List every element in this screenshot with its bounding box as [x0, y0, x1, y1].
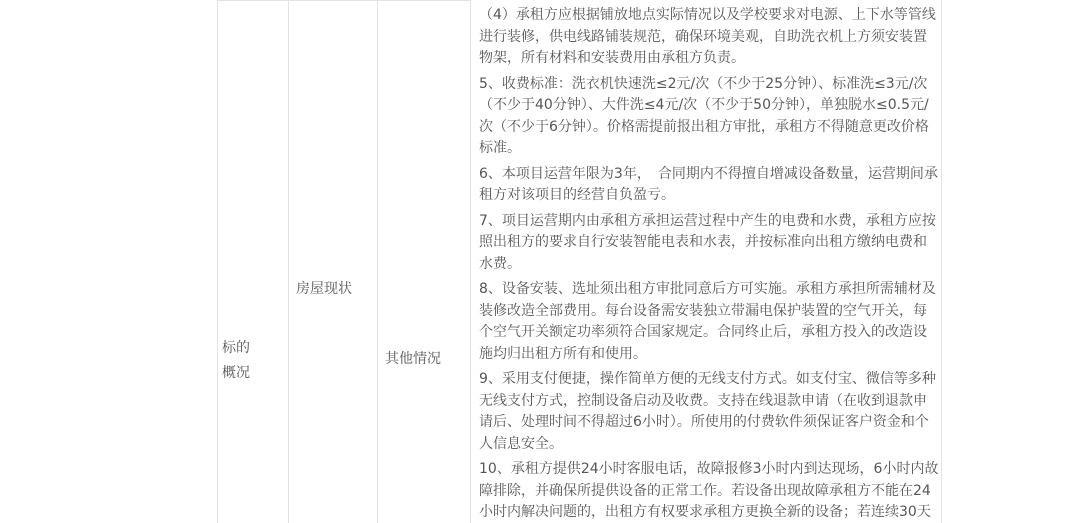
cell-other-situation-label: 其他情况 [385, 351, 441, 367]
table-border-vertical-4 [470, 0, 471, 523]
term-paragraph: 9、采用支付便捷，操作简单方便的无线支付方式。如支付宝、微信等多种无线支付方式，控制设备启动及收费。支持在线退款申请（在收到退款申请后、处理时间不得超过6小时）。所使用的付费软件须保证客户资金和个人信息安全。 [479, 371, 936, 452]
table-border-vertical-3 [377, 0, 378, 523]
table-border-vertical-1 [217, 0, 218, 523]
term-paragraph: （4）承租方应根据铺放地点实际情况以及学校要求对电源、上下水等管线进行装修，供电线路铺装规范，确保环境美观，自助洗衣机上方须安装置物架，所有材料和安装费用由承租方负责。 [479, 7, 936, 66]
subject-overview-label-line1: 标的 [222, 340, 250, 356]
term-paragraph: 5、收费标准：洗衣机快速洗≤2元/次（不少于25分钟）、标准洗≤3元/次（不少于40分钟）、大件洗≤4元/次（不少于50分钟），单独脱水≤0.5元/次（不少于6分钟）。价格需提前报出租方审批，承租方不得随意更改价格标准。 [479, 75, 929, 156]
table-border-vertical-2 [288, 0, 289, 523]
term-paragraph: 6、本项目运营年限为3年， 合同期内不得擅自增减设备数量，运营期间承租方对该项目的经营自负盈亏。 [479, 165, 938, 203]
table-border-horizontal-top [217, 0, 471, 1]
table-border-vertical-5 [941, 0, 942, 523]
term-paragraph: 10、承租方提供24小时客服电话，故障报修3小时内到达现场，6小时内故障排除，并确保所提供设备的正常工作。若设备出现故障承租方不能在24小时内解决问题的，出租方有权要求承租方更换全新的设备；若连续30天 [479, 461, 939, 520]
term-paragraph: 8、设备安装、选址须出租方审批同意后方可实施。承租方承担所需辅材及装修改造全部费用。每台设备需安装独立带漏电保护装置的空气开关，每个空气开关额定功率须符合国家规定。合同终止后，承租方投入的改造设施均归出租方所有和使用。 [479, 281, 936, 362]
term-paragraph: 7、项目运营期内由承租方承担运营过程中产生的电费和水费，承租方应按照出租方的要求自行安装智能电表和水表，并按标准向出租方缴纳电费和水费。 [479, 212, 936, 272]
cell-terms-content [479, 5, 939, 523]
subject-overview-label-line2: 概况 [222, 365, 250, 381]
cell-house-status-label: 房屋现状 [296, 281, 352, 297]
cell-subject-overview [222, 336, 250, 386]
